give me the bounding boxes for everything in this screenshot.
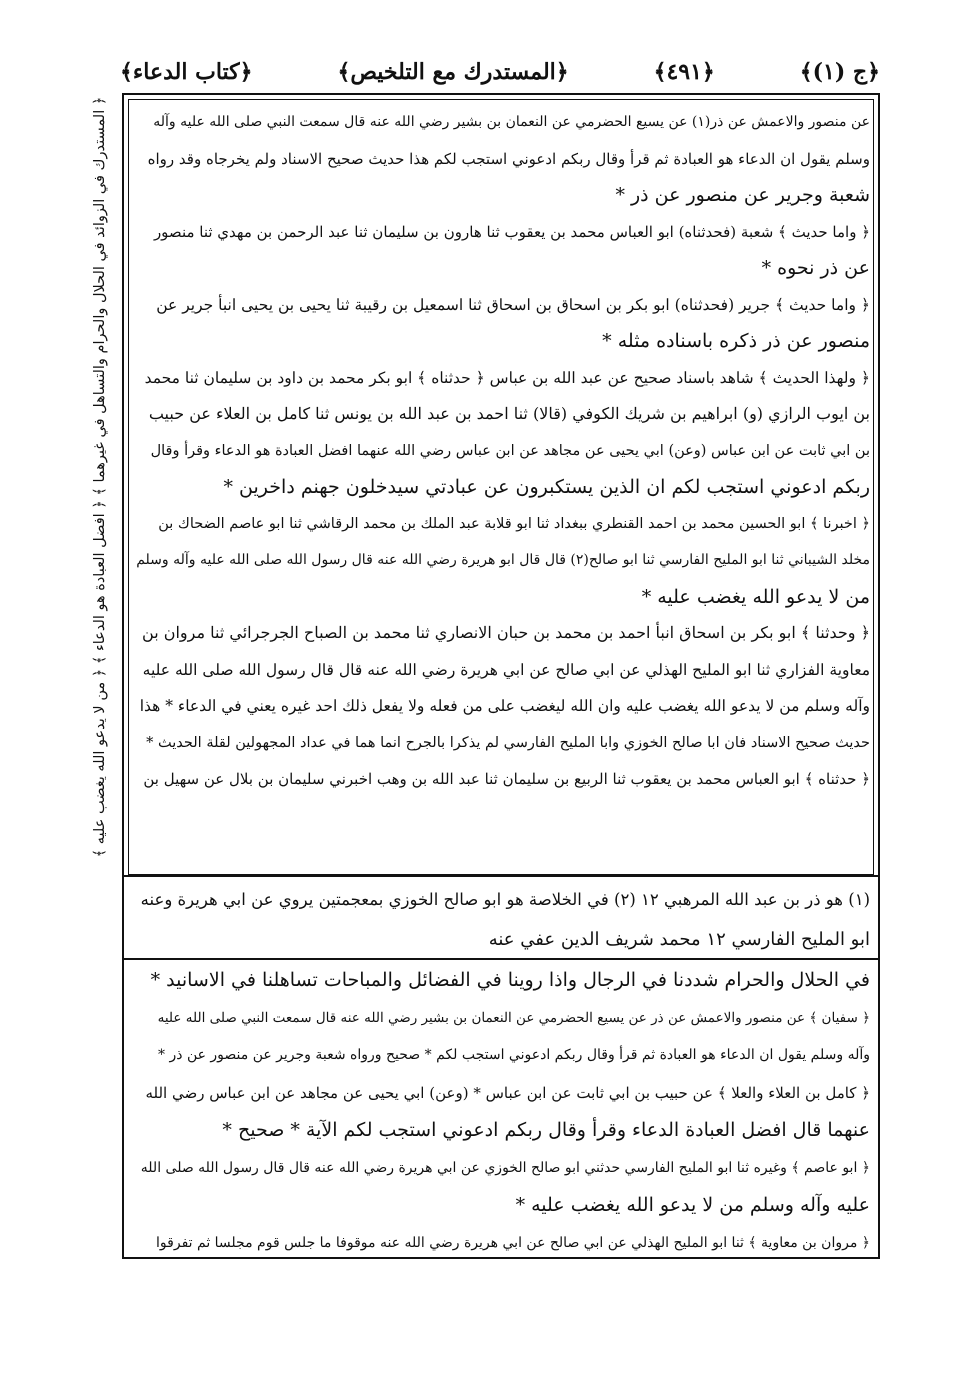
summary-line: ﴿ ابو عاصم ﴾ وغيره ثنا ابو المليح الفارسي حدثني ابو صالح الخوزي عن ابي هريرة رضي الله عنه قال قال رسول الله صلى الله [140,1159,870,1176]
volume-label: ﴿ج (١)﴾ [799,59,880,85]
text-line: ﴿ واما حديث ﴾ جرير (فحدثناه) ابو بكر بن اسحاق بن اسحاق ثنا اسمعيل بن رقيبة ثنا يحيى بن يحيى انبأ جرير عن [156,295,870,314]
text-line: بن ايوب الرازي (و) ابراهيم بن شريك الكوفي (قالا) ثنا احمد بن عبد الله بن يونس ثنا كامل بن العلاء عن حبيب [148,404,870,423]
text-line: حديث صحيح الاسناد فان ابا صالح الخوزي وابا المليح الفارسي لم يذكرا بالجرح انما هما في عداد المجهولين لقلة الحديث * [146,734,870,751]
text-line: ﴿ حدثناه ﴾ ابو العباس محمد بن يعقوب ثنا الربيع بن سليمان ثنا عبد الله بن وهب اخبرني سليمان بن بلال عن سهيل بن [143,770,870,788]
text-line: ﴿ ولهذا الحديث ﴾ شاهد باسناد صحيح عن عبد الله بن عباس ﴿ حدثناه ﴾ ابو بكر محمد بن داود بن سليمان ثنا محمد [144,368,870,387]
footnote-divider [122,875,880,877]
text-line: بن ابي ثابت عن ابن عباس (وعن) ابي يحيى عن مجاهد عن ابن عباس رضي الله عنهما افضل العبادة هو الدعاء وقرأ وقال [150,442,870,459]
text-line: منصور عن ذر ذكره باسناده مثله * [602,330,870,352]
book-title: ﴿المستدرك مع التلخيص﴾ [337,59,569,85]
summary-line: وآله وسلم يقول ان الدعاء هو العبادة ثم قرأ وقال ربكم ادعوني استجب لكم * صحيح ورواه شعبة وجرير عن منصور عن ذر * [158,1047,870,1063]
text-line: شعبة وجرير عن منصور عن ذر * [615,184,870,206]
page-number: ﴿٤٩١﴾ [653,59,715,85]
summary-text [136,962,870,1262]
summary-line: ﴿ كامل بن العلاء والعلا ﴾ عن حبيب بن ابي ثابت عن ابن عباس * (وعن) ابي يحيى عن مجاهد عن ابن عباس رضي الله [145,1083,870,1102]
text-line: ﴿ وحدثنا ﴾ ابو بكر بن اسحاق انبأ احمد بن محمد بن حبان الانصاري ثنا محمد بن الصباح الجرجرائي ثنا مروان بن [142,623,870,642]
summary-line: ﴿ مروان بن معاوية ﴾ ثنا ابو المليح الهذلي عن ابي صالح عن ابي هريرة رضي الله عنه موقوفا ما جلس قوم مجلسا ثم تفرقوا [156,1234,870,1251]
footnote-line: ابو المليح الفارسي ١٢ محمد شريف الدين عفي عنه [488,929,870,950]
text-line: ﴿ واما حديث ﴾ شعبة (فحدثناه) ابو العباس محمد بن يعقوب ثنا هارون بن سليمان ثنا عبد الرحمن بن مهدي ثنا منصور [153,222,870,241]
side-note [80,92,120,862]
summary-line: عليه وآله وسلم من لا يدعو الله يغضب عليه * [515,1194,870,1216]
text-line: ﴿ اخبرنا ﴾ ابو الحسين محمد بن احمد القنطري ببغداد ثنا ابو قلابة عبد الملك بن محمد الرقاشي ثنا ابو عاصم الضحاك بن [158,515,870,532]
text-line: مخلد الشيباني ثنا ابو المليح الفارسي ثنا ابو صالح(٢) قال قال ابو هريرة رضي الله عنه قال رسول الله صلى الله عليه وآله وسلم [136,552,870,568]
text-line: عن ذر نحوه * [761,257,870,279]
summary-line: ﴿ سفيان ﴾ عن منصور والاعمش عن ذر عن يسيع الحضرمي عن النعمان بن بشير رضي الله عنه قال سمعت النبي صلى الله عليه [157,1009,870,1026]
side-note-text: ﴿ المستدرك في الزوائد في الحلال والحرام والتساهل في غيرهما ﴾ ﴿ افضل العبادة هو الدعاء ﴾ ﴿ من لا يدعو الله يغضب عليه ﴾ [92,96,108,858]
summary-line: عنهما قال افضل العبادة الدعاء وقرأ وقال ربكم ادعوني استجب لكم الآية * صحيح * [222,1119,870,1141]
text-line: وسلم يقول ان الدعاء هو العبادة ثم قرأ وقال ربكم ادعوني استجب لكم هذا حديث صحيح الاسناد ولم يخرجاه وقد رواه [147,149,870,168]
page-header [120,52,880,92]
chapter-title: ﴿كتاب الدعاء﴾ [120,59,253,85]
text-line: ربكم ادعوني استجب لكم ان الذين يستكبرون عن عبادتي سيدخلون جهنم داخرين * [223,476,870,498]
main-text [136,104,870,798]
summary-line: في الحلال والحرام شددنا في الرجال واذا روينا في الفضائل والمباحات تساهلنا في الاسانيد * [150,969,870,991]
text-line: معاوية الفزاري ثنا ابو المليح الهذلي عن ابي صالح عن ابي هريرة رضي الله عنه قال قال رسول الله صلى الله عليه [142,660,870,679]
text-line: وآله وسلم من لا يدعو الله يغضب عليه وان الله ليغضب على من فعله ولا يفعل ذلك احد غيره يعني في الدعاء * هذا [139,697,870,715]
text-line: عن منصور والاعمش عن ذر(١) عن يسيع الحضرمي عن النعمان بن بشير رضي الله عنه قال سمعت النبي صلى الله عليه وآله [153,114,870,130]
footnote-line: (١) هو ذر بن عبد الله المرهبي ١٢ (٢) في الخلاصة هو ابو صالح الخوزي بمعجمتين يروي عن ابي هريرة وعنه [140,890,870,909]
text-line: من لا يدعو الله يغضب عليه * [641,585,870,608]
footnotes [136,880,870,960]
